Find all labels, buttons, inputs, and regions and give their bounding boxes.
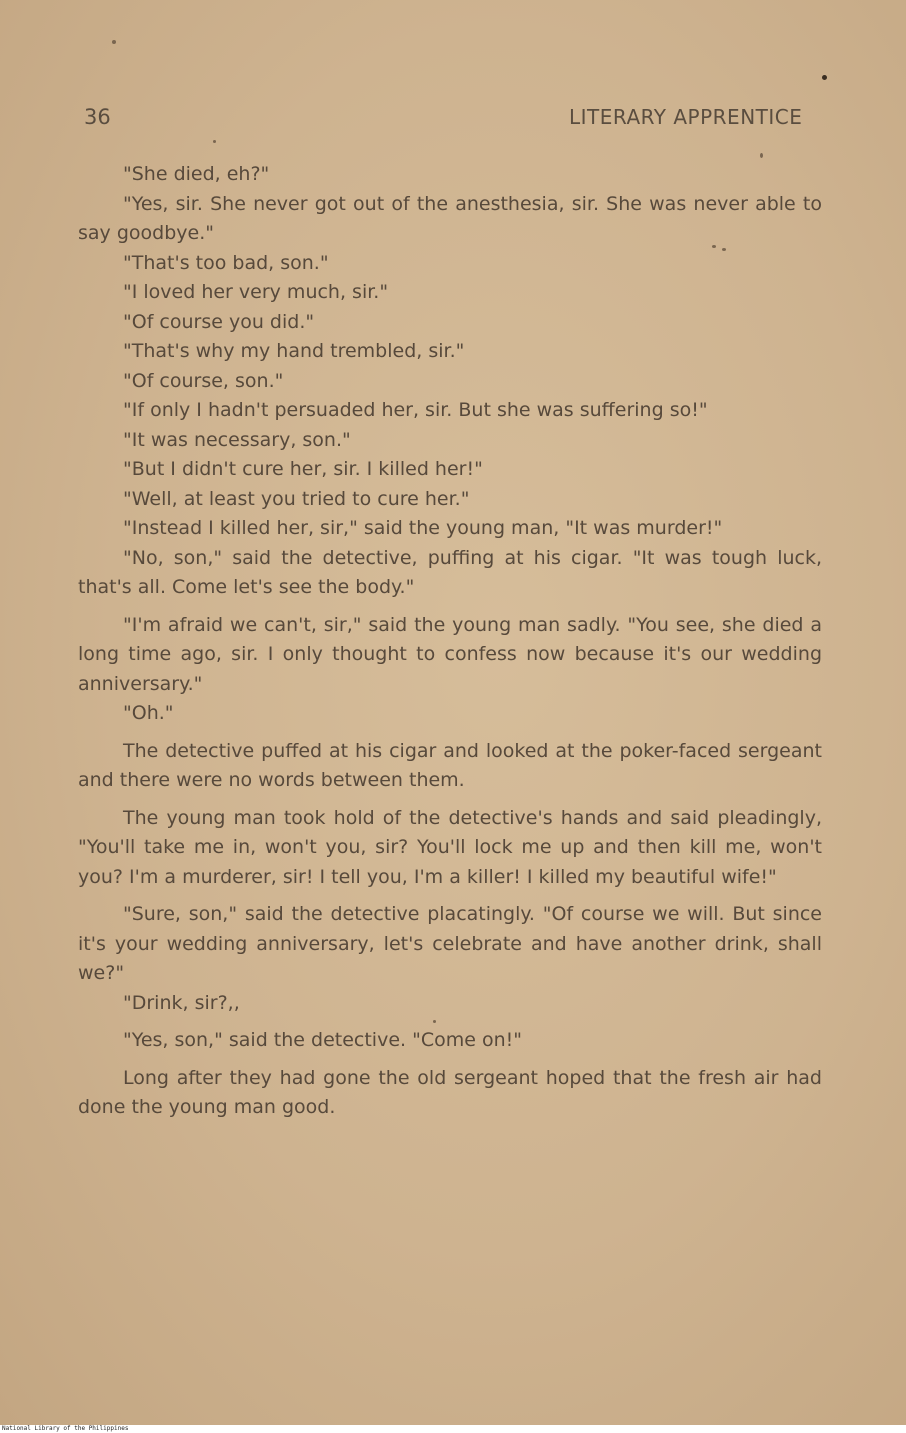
paragraph: "She died, eh?" xyxy=(123,163,270,185)
paragraph: "If only I hadn't persuaded her, sir. But she was suffering so!" xyxy=(123,399,708,421)
paragraph: The young man took hold of the detective's hands and said pleadingly, "You'll take me in, won't you, sir? You'll lock me up and then kill me, won't you? I'm a murderer, sir! I tell you, I'm a killer! I killed my beautiful wife!" xyxy=(78,806,822,888)
paragraph: "Of course you did." xyxy=(123,310,315,333)
running-head: LITERARY APPRENTICE xyxy=(569,105,803,129)
ink-speck xyxy=(822,75,827,80)
page-number: 36 xyxy=(84,105,111,129)
ink-speck xyxy=(760,153,763,158)
library-credit: National Library of the Philippines xyxy=(2,1425,129,1432)
paragraph: "But I didn't cure her, sir. I killed her!" xyxy=(123,458,483,480)
footer-strip xyxy=(0,1425,906,1433)
paragraph: "I'm afraid we can't, sir," said the young man sadly. "You see, she died a long time ago, sir. I only thought to confess now because it's our wedding anniversary." xyxy=(78,613,822,695)
body-text xyxy=(78,160,822,1123)
paragraph: "Drink, sir?,, xyxy=(123,991,240,1014)
paragraph: "Yes, sir. She never got out of the anesthesia, sir. She was never able to say goodbye." xyxy=(78,192,822,244)
paragraph: "Sure, son," said the detective placatingly. "Of course we will. But since it's your wedding anniversary, let's celebrate and have another drink, shall we?" xyxy=(78,903,822,984)
paragraph: "It was necessary, son." xyxy=(123,428,351,451)
paragraph: The detective puffed at his cigar and looked at the poker-faced sergeant and there were no words between them. xyxy=(78,739,822,791)
paragraph: "Well, at least you tried to cure her." xyxy=(123,487,470,510)
paragraph: Long after they had gone the old sergeant hoped that the fresh air had done the young man good. xyxy=(78,1066,822,1118)
paragraph: "Instead I killed her, sir," said the young man, "It was murder!" xyxy=(123,517,723,539)
paragraph: "No, son," said the detective, puffing at his cigar. "It was tough luck, that's all. Come let's see the body." xyxy=(78,546,822,598)
paragraph: "That's too bad, son." xyxy=(123,251,329,274)
paragraph: "I loved her very much, sir." xyxy=(123,281,389,303)
paragraph: "Yes, son," said the detective. "Come on!" xyxy=(123,1029,522,1051)
ink-speck xyxy=(213,140,216,143)
ink-speck xyxy=(112,40,116,44)
paragraph: "Of course, son." xyxy=(123,369,284,392)
paragraph: "Oh." xyxy=(123,702,174,724)
paragraph: "That's why my hand trembled, sir." xyxy=(123,340,465,362)
